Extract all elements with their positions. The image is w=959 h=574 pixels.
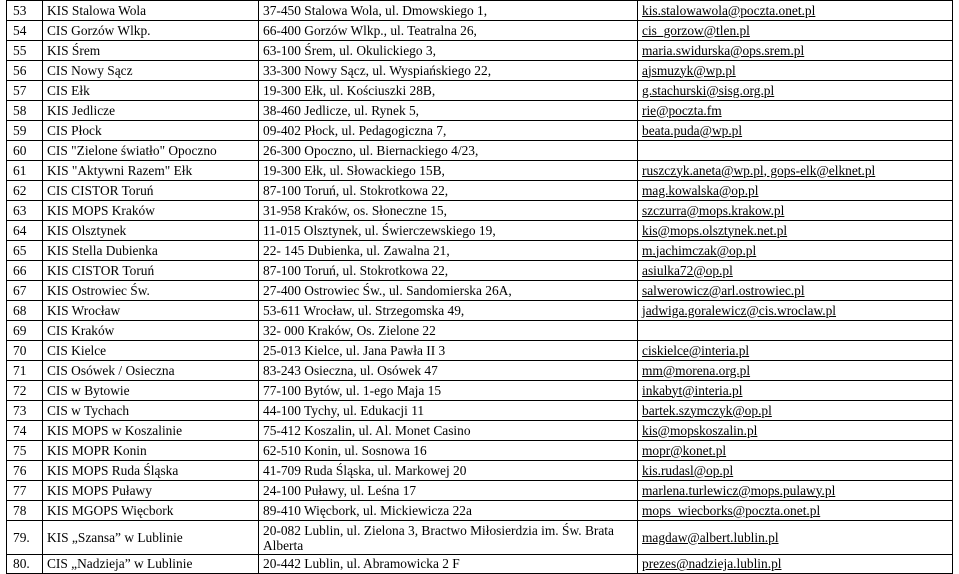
institution-email [638,141,953,161]
row-number: 59 [7,121,43,141]
row-number: 75 [7,441,43,461]
institution-address: 87-100 Toruń, ul. Stokrotkowa 22, [259,261,638,281]
institution-name: KIS "Aktywni Razem" Ełk [43,161,259,181]
row-number: 76 [7,461,43,481]
institution-address: 87-100 Toruń, ul. Stokrotkowa 22, [259,181,638,201]
institution-address: 77-100 Bytów, ul. 1-ego Maja 15 [259,381,638,401]
institution-name: KIS MOPS Kraków [43,201,259,221]
table-row [7,461,953,481]
row-number: 53 [7,1,43,21]
institution-email [638,281,953,301]
institution-name: KIS MOPR Konin [43,441,259,461]
email-link[interactable]: salwerowicz@arl.ostrowiec.pl [642,282,805,298]
table-row [7,101,953,121]
institution-name: CIS "Zielone światło" Opoczno [43,141,259,161]
institution-address: 22- 145 Dubienka, ul. Zawalna 21, [259,241,638,261]
institution-email [638,501,953,521]
institutions-table [6,0,953,574]
email-link[interactable]: g.stachurski@sisg.org.pl [642,82,775,98]
institution-email [638,221,953,241]
row-number: 58 [7,101,43,121]
email-link[interactable]: inkabyt@interia.pl [642,382,743,398]
table-row [7,181,953,201]
institution-email [638,481,953,501]
institution-name: CIS „Nadzieja” w Lublinie [43,555,259,574]
institution-email [638,555,953,574]
table-row [7,241,953,261]
table-row [7,41,953,61]
email-link[interactable]: szczurra@mops.krakow.pl [642,202,785,218]
table-row [7,555,953,574]
institution-name: KIS Śrem [43,41,259,61]
institution-name: KIS Stalowa Wola [43,1,259,21]
institution-address: 20-442 Lublin, ul. Abramowicka 2 F [259,555,638,574]
institution-address: 33-300 Nowy Sącz, ul. Wyspiańskiego 22, [259,61,638,81]
institution-email [638,101,953,121]
table-row [7,161,953,181]
table-row [7,481,953,501]
table-row [7,521,953,555]
email-link[interactable]: mag.kowalska@op.pl [642,182,759,198]
institution-address: 83-243 Osieczna, ul. Osówek 47 [259,361,638,381]
institution-email [638,201,953,221]
institution-address: 53-611 Wrocław, ul. Strzegomska 49, [259,301,638,321]
row-number: 71 [7,361,43,381]
email-link[interactable]: ciskielce@interia.pl [642,342,750,358]
institution-name: KIS Wrocław [43,301,259,321]
table-row [7,341,953,361]
table-row [7,441,953,461]
table-row [7,1,953,21]
email-link[interactable]: magdaw@albert.lublin.pl [642,529,779,545]
institution-address: 41-709 Ruda Śląska, ul. Markowej 20 [259,461,638,481]
table-row [7,81,953,101]
table-row [7,361,953,381]
row-number: 79. [7,521,43,555]
table-row [7,141,953,161]
table-row [7,201,953,221]
institution-address: 11-015 Olsztynek, ul. Świerczewskiego 19, [259,221,638,241]
row-number: 73 [7,401,43,421]
table-row [7,381,953,401]
institution-address: 27-400 Ostrowiec Św., ul. Sandomierska 26A, [259,281,638,301]
institution-email [638,301,953,321]
institution-email [638,1,953,21]
institution-address: 44-100 Tychy, ul. Edukacji 11 [259,401,638,421]
institution-email [638,341,953,361]
institution-email [638,21,953,41]
institution-name: CIS Ełk [43,81,259,101]
institution-address: 66-400 Gorzów Wlkp., ul. Teatralna 26, [259,21,638,41]
table-row [7,221,953,241]
institution-name: KIS MOPS w Koszalinie [43,421,259,441]
institution-address: 37-450 Stalowa Wola, ul. Dmowskiego 1, [259,1,638,21]
row-number: 69 [7,321,43,341]
email-link[interactable]: kis.stalowawola@poczta.onet.pl [642,2,816,18]
table-body [7,1,953,574]
row-number: 63 [7,201,43,221]
row-number: 56 [7,61,43,81]
institution-name: KIS MGOPS Więcbork [43,501,259,521]
email-link[interactable]: bartek.szymczyk@op.pl [642,402,772,418]
row-number: 80. [7,555,43,574]
email-link[interactable]: kis@mops.olsztynek.net.pl [642,222,788,238]
institution-name: CIS Osówek / Osieczna [43,361,259,381]
institution-address: 09-402 Płock, ul. Pedagogiczna 7, [259,121,638,141]
table-row [7,501,953,521]
table-row [7,321,953,341]
row-number: 74 [7,421,43,441]
institution-email [638,181,953,201]
row-number: 55 [7,41,43,61]
institution-email [638,161,953,181]
email-link[interactable]: jadwiga.goralewicz@cis.wroclaw.pl [642,302,837,318]
institution-name: CIS CISTOR Toruń [43,181,259,201]
table-row [7,301,953,321]
email-link[interactable]: kis@mopskoszalin.pl [642,422,758,438]
institution-address: 75-412 Koszalin, ul. Al. Monet Casino [259,421,638,441]
institution-name: CIS Płock [43,121,259,141]
institution-address: 38-460 Jedlicze, ul. Rynek 5, [259,101,638,121]
institution-name: KIS Jedlicze [43,101,259,121]
institution-email [638,381,953,401]
email-link[interactable]: mopr@konet.pl [642,442,727,458]
institution-email [638,421,953,441]
email-link[interactable]: mops_wiecborks@poczta.onet.pl [642,502,821,518]
email-link[interactable]: m.jachimczak@op.pl [642,242,757,258]
institution-address: 32- 000 Kraków, Os. Zielone 22 [259,321,638,341]
institution-email [638,81,953,101]
institution-name: CIS Kraków [43,321,259,341]
email-link[interactable]: marlena.turlewicz@mops.pulawy.pl [642,482,836,498]
email-link[interactable]: asiulka72@op.pl [642,262,733,278]
institution-name: KIS Olsztynek [43,221,259,241]
institution-address: 62-510 Konin, ul. Sosnowa 16 [259,441,638,461]
institution-name: CIS Gorzów Wlkp. [43,21,259,41]
institution-address: 24-100 Puławy, ul. Leśna 17 [259,481,638,501]
table-row [7,401,953,421]
email-link[interactable]: cis_gorzow@tlen.pl [642,22,750,38]
institution-address: 63-100 Śrem, ul. Okulickiego 3, [259,41,638,61]
email-link[interactable]: kis.rudasl@op.pl [642,462,734,478]
email-link[interactable]: ruszczyk.aneta@wp.pl, gops-elk@elknet.pl [642,162,876,178]
institution-name: KIS Stella Dubienka [43,241,259,261]
table-row [7,421,953,441]
row-number: 66 [7,261,43,281]
row-number: 78 [7,501,43,521]
institution-name: KIS Ostrowiec Św. [43,281,259,301]
institution-name: CIS w Bytowie [43,381,259,401]
row-number: 65 [7,241,43,261]
institution-email [638,241,953,261]
institution-address: 26-300 Opoczno, ul. Biernackiego 4/23, [259,141,638,161]
institution-address: 19-300 Ełk, ul. Słowackiego 15B, [259,161,638,181]
row-number: 60 [7,141,43,161]
institution-name: CIS w Tychach [43,401,259,421]
institution-email [638,61,953,81]
institution-address: 19-300 Ełk, ul. Kościuszki 28B, [259,81,638,101]
institution-email [638,521,953,555]
institution-name: CIS Kielce [43,341,259,361]
institution-name: KIS MOPS Ruda Śląska [43,461,259,481]
institution-email [638,461,953,481]
table-row [7,121,953,141]
institution-email [638,441,953,461]
row-number: 54 [7,21,43,41]
row-number: 77 [7,481,43,501]
institution-email [638,41,953,61]
institution-name: KIS „Szansa” w Lublinie [43,521,259,555]
institution-email [638,321,953,341]
email-link[interactable]: mm@morena.org.pl [642,362,751,378]
institution-address: 31-958 Kraków, os. Słoneczne 15, [259,201,638,221]
table-row [7,281,953,301]
row-number: 62 [7,181,43,201]
email-link[interactable]: rie@poczta.fm [642,102,722,118]
institution-name: KIS CISTOR Toruń [43,261,259,281]
row-number: 64 [7,221,43,241]
email-link[interactable]: maria.swidurska@ops.srem.pl [642,42,805,58]
institution-address: 25-013 Kielce, ul. Jana Pawła II 3 [259,341,638,361]
email-link[interactable]: ajsmuzyk@wp.pl [642,62,736,78]
row-number: 61 [7,161,43,181]
institution-email [638,261,953,281]
institution-email [638,361,953,381]
row-number: 57 [7,81,43,101]
row-number: 68 [7,301,43,321]
institution-email [638,121,953,141]
institution-name: CIS Nowy Sącz [43,61,259,81]
row-number: 70 [7,341,43,361]
institution-address: 89-410 Więcbork, ul. Mickiewicza 22a [259,501,638,521]
institution-address: 20-082 Lublin, ul. Zielona 3, Bractwo Miłosierdzia im. Św. Brata Alberta [259,521,638,555]
row-number: 67 [7,281,43,301]
email-link[interactable]: beata.puda@wp.pl [642,122,743,138]
institution-email [638,401,953,421]
row-number: 72 [7,381,43,401]
email-link[interactable]: prezes@nadzieja.lublin.pl [642,556,782,571]
institution-name: KIS MOPS Puławy [43,481,259,501]
table-row [7,61,953,81]
table-row [7,21,953,41]
table-row [7,261,953,281]
